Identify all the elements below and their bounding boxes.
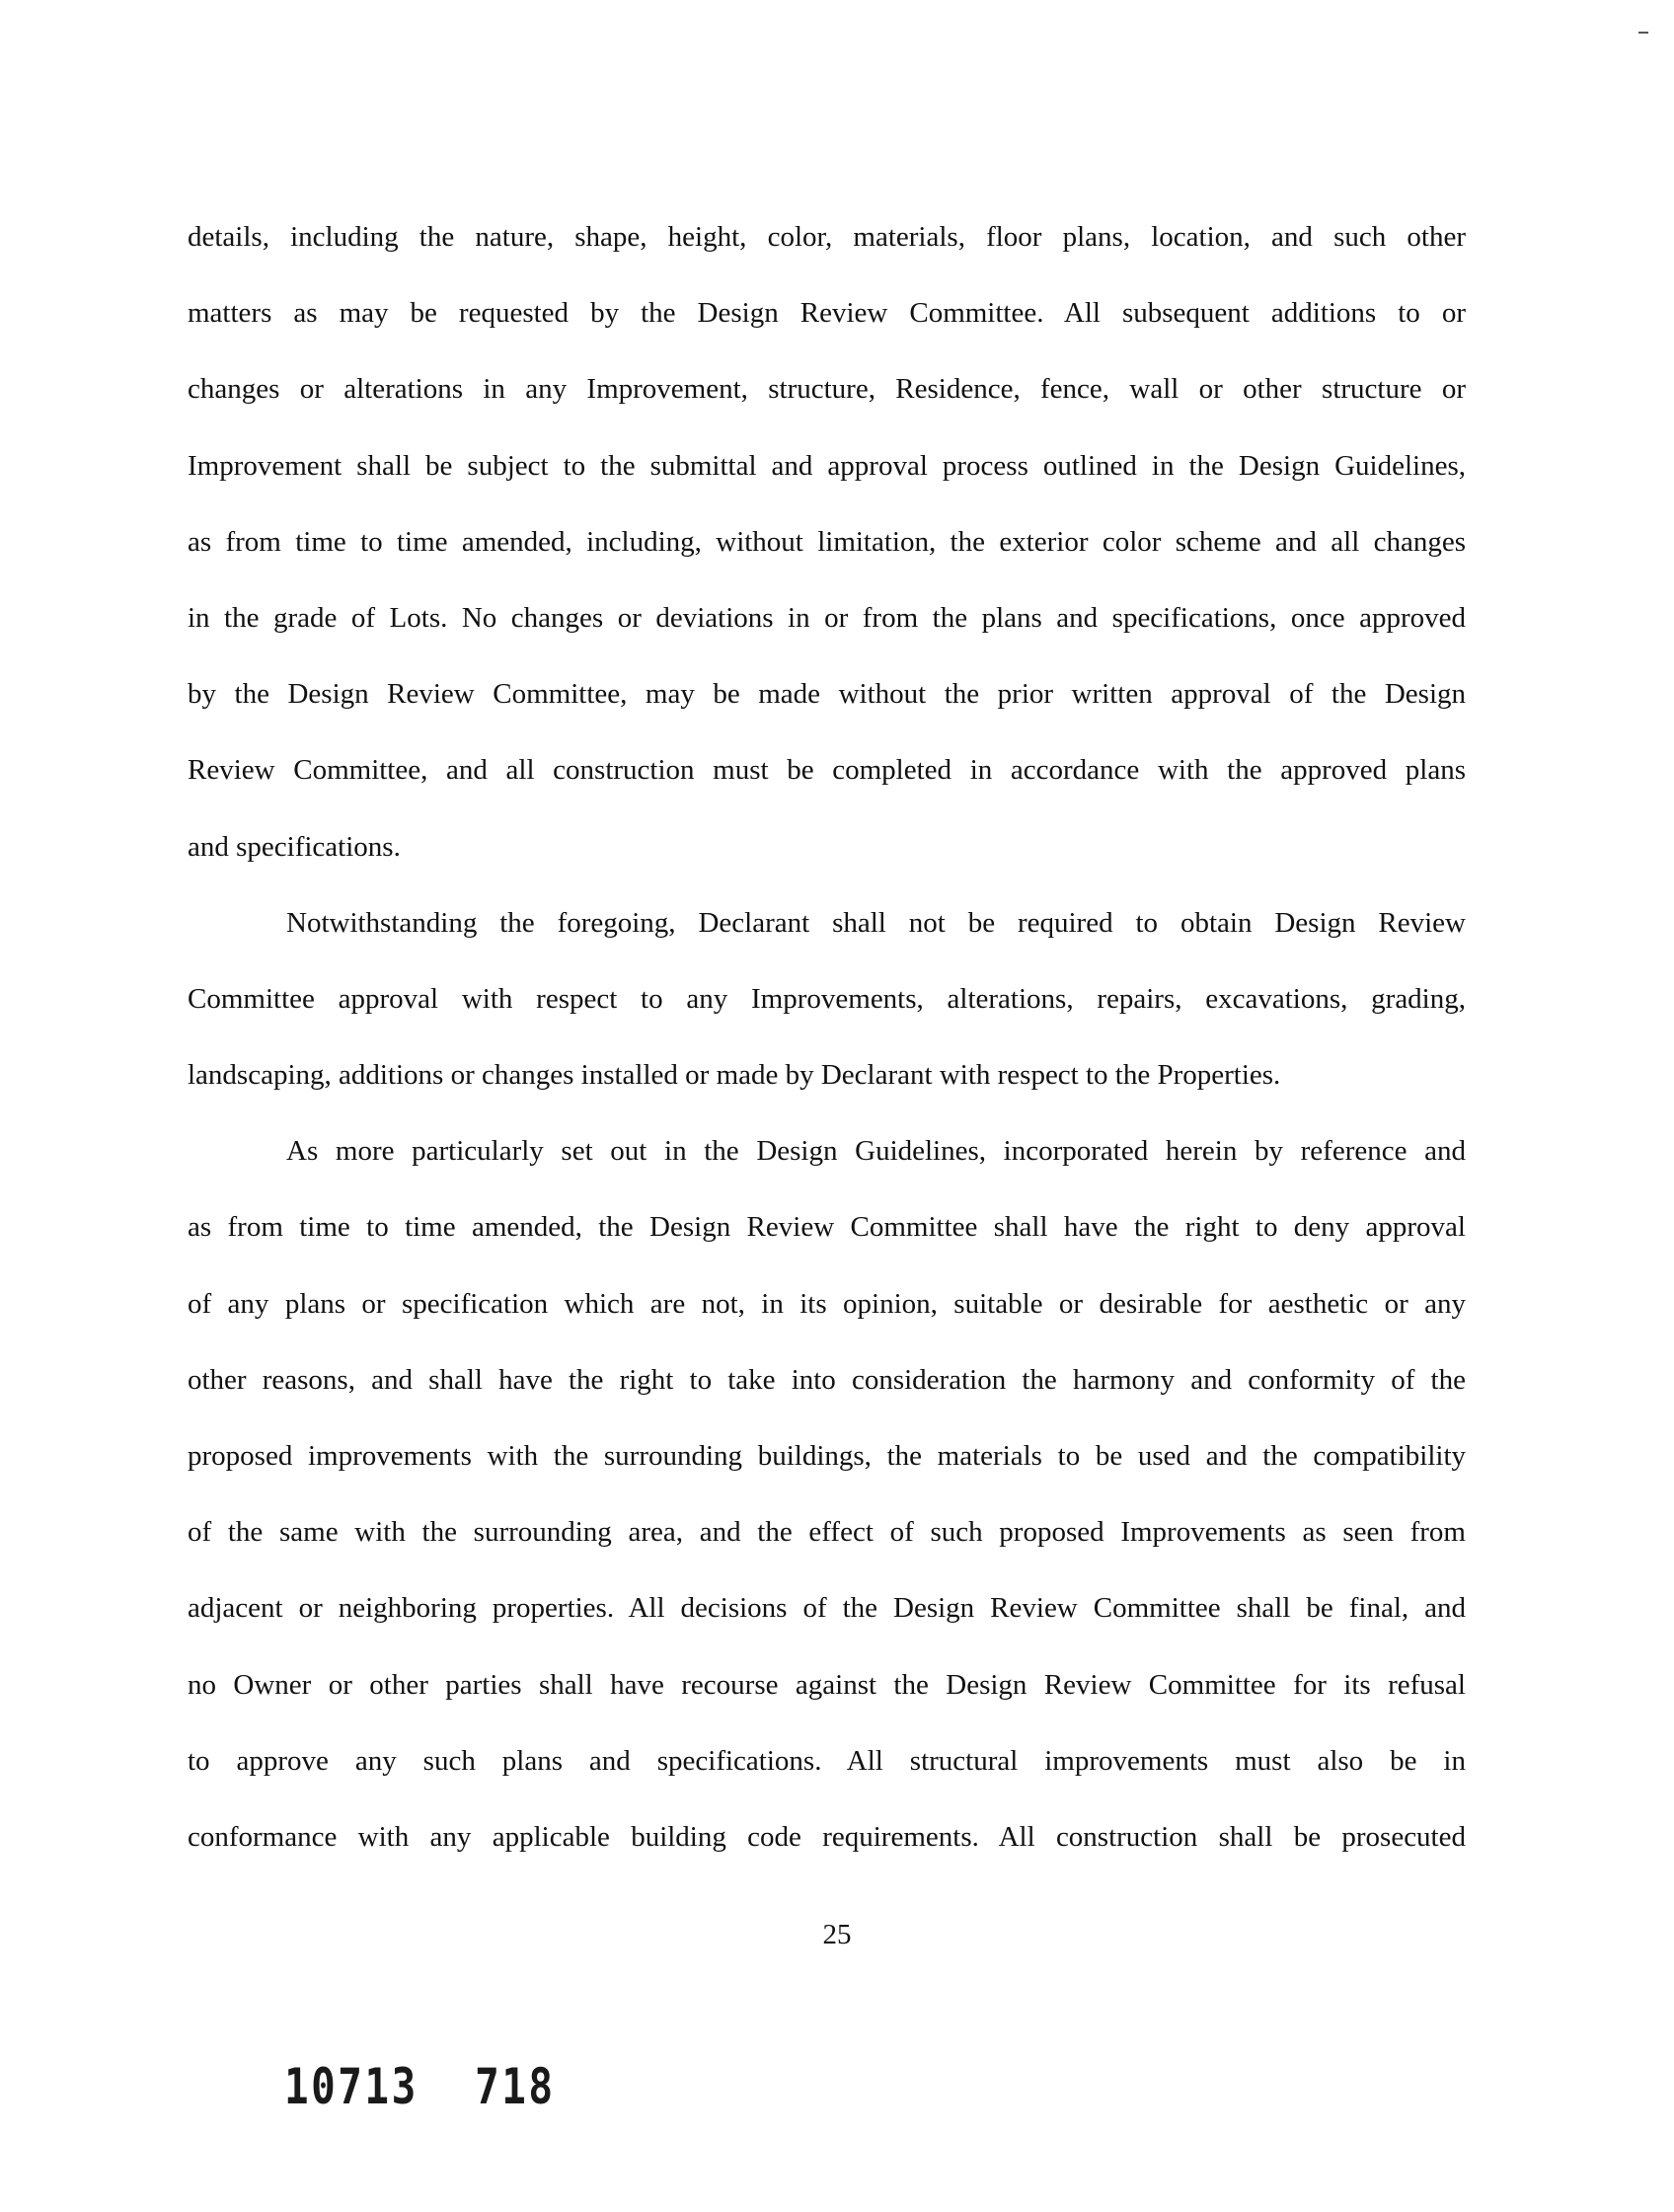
text-line: other reasons, and shall have the right to take into consideration the harmony and conformity of the — [188, 1363, 1466, 1396]
text-line: by the Design Review Committee, may be made without the prior written approval of the Design — [188, 678, 1466, 711]
text-line: Review Committee, and all construction must be completed in accordance with the approved plans — [188, 754, 1466, 787]
text-line: of any plans or specification which are not, in its opinion, suitable or desirable for aesthetic or any — [188, 1287, 1466, 1320]
text-line: in the grade of Lots. No changes or deviations in or from the plans and specifications, once approved — [188, 601, 1466, 634]
text-line: Notwithstanding the foregoing, Declarant shall not be required to obtain Design Review — [286, 906, 1466, 939]
text-line: Committee approval with respect to any Improvements, alterations, repairs, excavations, grading, — [188, 982, 1466, 1015]
text-line: no Owner or other parties shall have recourse against the Design Review Committee for its refusal — [188, 1668, 1466, 1701]
text-line: as from time to time amended, the Design Review Committee shall have the right to deny approval — [188, 1211, 1466, 1244]
stamp-page-number: 718 — [475, 2058, 556, 2115]
recording-stamp — [284, 2058, 556, 2115]
page-number: 25 — [822, 1919, 852, 1950]
text-line: Improvement shall be subject to the submittal and approval process outlined in the Design Guidelines, — [188, 449, 1466, 482]
text-line: proposed improvements with the surrounding buildings, the materials to be used and the compatibility — [188, 1440, 1466, 1472]
text-line: changes or alterations in any Improvement, structure, Residence, fence, wall or other structure or — [188, 373, 1466, 406]
text-line: and specifications. — [188, 830, 401, 863]
text-line: of the same with the surrounding area, and the effect of such proposed Improvements as seen from — [188, 1516, 1466, 1549]
text-line: conformance with any applicable building code requirements. All construction shall be prosecuted — [188, 1820, 1466, 1853]
text-line: landscaping, additions or changes installed or made by Declarant with respect to the Properties. — [188, 1059, 1281, 1092]
text-line: as from time to time amended, including, without limitation, the exterior color scheme and all changes — [188, 525, 1466, 558]
document-body — [188, 207, 1466, 1883]
text-line: to approve any such plans and specifications. All structural improvements must also be in — [188, 1744, 1466, 1777]
corner-mark — [1638, 32, 1648, 34]
stamp-book-number: 10713 — [284, 2058, 418, 2115]
text-line: matters as may be requested by the Design Review Committee. All subsequent additions to or — [188, 297, 1466, 330]
text-line: adjacent or neighboring properties. All decisions of the Design Review Committee shall be final, and — [188, 1592, 1466, 1625]
text-line: As more particularly set out in the Design Guidelines, incorporated herein by reference and — [286, 1135, 1466, 1168]
text-line: details, including the nature, shape, height, color, materials, floor plans, location, and such other — [188, 221, 1466, 253]
